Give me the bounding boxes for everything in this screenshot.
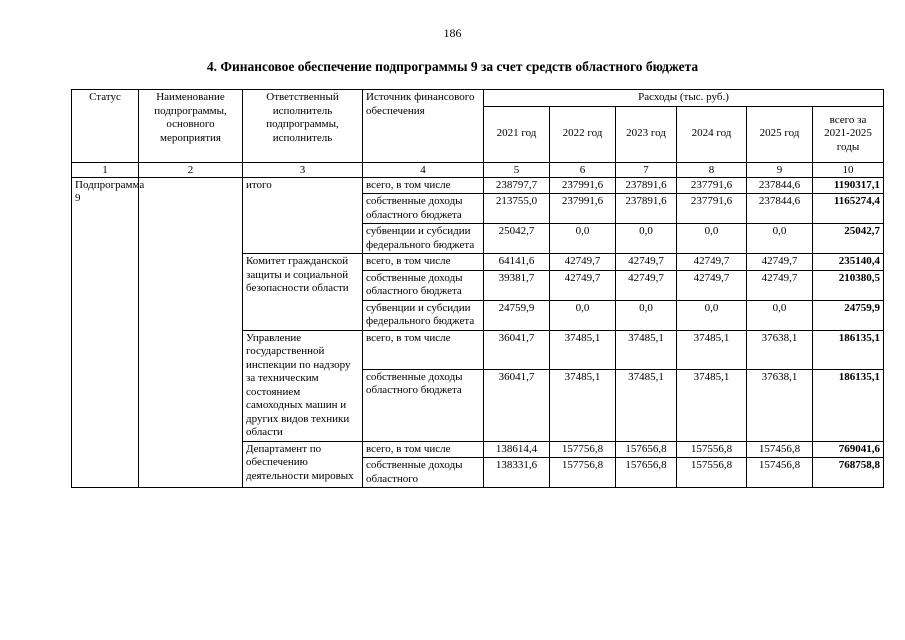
value-cell: 237991,6: [550, 177, 616, 194]
value-cell: 157656,8: [616, 458, 677, 488]
value-cell: 36041,7: [484, 330, 550, 369]
value-cell: 237791,6: [677, 194, 747, 224]
value-cell: 0,0: [550, 300, 616, 330]
value-cell: 36041,7: [484, 369, 550, 441]
column-number: 6: [550, 162, 616, 177]
value-cell: 0,0: [747, 224, 813, 254]
column-numbers-row: [72, 162, 884, 177]
value-cell: 0,0: [616, 300, 677, 330]
value-cell: 138614,4: [484, 441, 550, 458]
column-number: 4: [363, 162, 484, 177]
value-cell: 138331,6: [484, 458, 550, 488]
value-cell: 157456,8: [747, 458, 813, 488]
value-cell: 157756,8: [550, 458, 616, 488]
status-cell: Подпрограмма 9: [72, 177, 139, 488]
header-year: 2024 год: [677, 106, 747, 162]
table-row: [72, 177, 884, 194]
value-cell: 237891,6: [616, 194, 677, 224]
source-cell: всего, в том числе: [363, 330, 484, 369]
column-number: 2: [139, 162, 243, 177]
header-row: [72, 90, 884, 107]
column-number: 9: [747, 162, 813, 177]
executor-cell: Управление государственной инспекции по надзору за техническим состоянием самоходных машин и других видов техники области: [243, 330, 363, 441]
budget-table: [71, 89, 884, 488]
value-cell: 42749,7: [616, 254, 677, 271]
value-cell: 37485,1: [550, 369, 616, 441]
total-cell: 769041,6: [813, 441, 884, 458]
value-cell: 37485,1: [550, 330, 616, 369]
column-number: 7: [616, 162, 677, 177]
value-cell: 237844,6: [747, 194, 813, 224]
source-cell: собственные доходы областного бюджета: [363, 194, 484, 224]
value-cell: 0,0: [550, 224, 616, 254]
value-cell: 37485,1: [616, 330, 677, 369]
total-cell: 768758,8: [813, 458, 884, 488]
value-cell: 237791,6: [677, 177, 747, 194]
total-cell: 210380,5: [813, 270, 884, 300]
value-cell: 42749,7: [677, 254, 747, 271]
value-cell: 37485,1: [677, 330, 747, 369]
source-cell: всего, в том числе: [363, 177, 484, 194]
source-cell: субвенции и субсидии федерального бюджета: [363, 224, 484, 254]
value-cell: 237891,6: [616, 177, 677, 194]
program-name-cell: [139, 177, 243, 488]
value-cell: 237991,6: [550, 194, 616, 224]
column-number: 3: [243, 162, 363, 177]
column-number: 8: [677, 162, 747, 177]
value-cell: 37638,1: [747, 369, 813, 441]
header-year: 2021 год: [484, 106, 550, 162]
column-number: 1: [72, 162, 139, 177]
header-year: 2022 год: [550, 106, 616, 162]
total-cell: 1190317,1: [813, 177, 884, 194]
value-cell: 238797,7: [484, 177, 550, 194]
header-year-total: всего за 2021-2025 годы: [813, 106, 884, 162]
value-cell: 42749,7: [616, 270, 677, 300]
column-number: 5: [484, 162, 550, 177]
header-status: Статус: [72, 90, 139, 163]
value-cell: 0,0: [747, 300, 813, 330]
value-cell: 0,0: [677, 300, 747, 330]
header-year: 2023 год: [616, 106, 677, 162]
value-cell: 37485,1: [677, 369, 747, 441]
value-cell: 42749,7: [747, 254, 813, 271]
header-year: 2025 год: [747, 106, 813, 162]
value-cell: 64141,6: [484, 254, 550, 271]
header-responsible: Ответственный исполнитель подпрограммы, исполнитель: [243, 90, 363, 163]
source-cell: всего, в том числе: [363, 441, 484, 458]
value-cell: 42749,7: [747, 270, 813, 300]
source-cell: собственные доходы областного бюджета: [363, 369, 484, 441]
value-cell: 0,0: [677, 224, 747, 254]
total-cell: 24759,9: [813, 300, 884, 330]
executor-cell: итого: [243, 177, 363, 254]
total-cell: 186135,1: [813, 330, 884, 369]
value-cell: 237844,6: [747, 177, 813, 194]
source-cell: собственные доходы областного бюджета: [363, 270, 484, 300]
value-cell: 37485,1: [616, 369, 677, 441]
value-cell: 213755,0: [484, 194, 550, 224]
value-cell: 25042,7: [484, 224, 550, 254]
value-cell: 42749,7: [550, 270, 616, 300]
page-number: 186: [443, 26, 462, 40]
page-title: 4. Финансовое обеспечение подпрограммы 9 за счет средств областного бюджета: [206, 59, 699, 74]
source-cell: всего, в том числе: [363, 254, 484, 271]
value-cell: 157456,8: [747, 441, 813, 458]
value-cell: 42749,7: [550, 254, 616, 271]
total-cell: 235140,4: [813, 254, 884, 271]
column-number: 10: [813, 162, 884, 177]
value-cell: 39381,7: [484, 270, 550, 300]
value-cell: 24759,9: [484, 300, 550, 330]
value-cell: 157556,8: [677, 458, 747, 488]
value-cell: 42749,7: [677, 270, 747, 300]
value-cell: 0,0: [616, 224, 677, 254]
header-source: Источник финансового обеспечения: [363, 90, 484, 163]
executor-cell: Комитет гражданской защиты и социальной безопасности области: [243, 254, 363, 331]
value-cell: 37638,1: [747, 330, 813, 369]
source-cell: субвенции и субсидии федерального бюджета: [363, 300, 484, 330]
total-cell: 1165274,4: [813, 194, 884, 224]
value-cell: 157756,8: [550, 441, 616, 458]
source-cell: собственные доходы областного: [363, 458, 484, 488]
header-expenses: Расходы (тыс. руб.): [484, 90, 884, 107]
executor-cell: Департамент по обеспечению деятельности мировых: [243, 441, 363, 488]
header-name: Наименование подпрограммы, основного мероприятия: [139, 90, 243, 163]
value-cell: 157656,8: [616, 441, 677, 458]
total-cell: 25042,7: [813, 224, 884, 254]
total-cell: 186135,1: [813, 369, 884, 441]
value-cell: 157556,8: [677, 441, 747, 458]
